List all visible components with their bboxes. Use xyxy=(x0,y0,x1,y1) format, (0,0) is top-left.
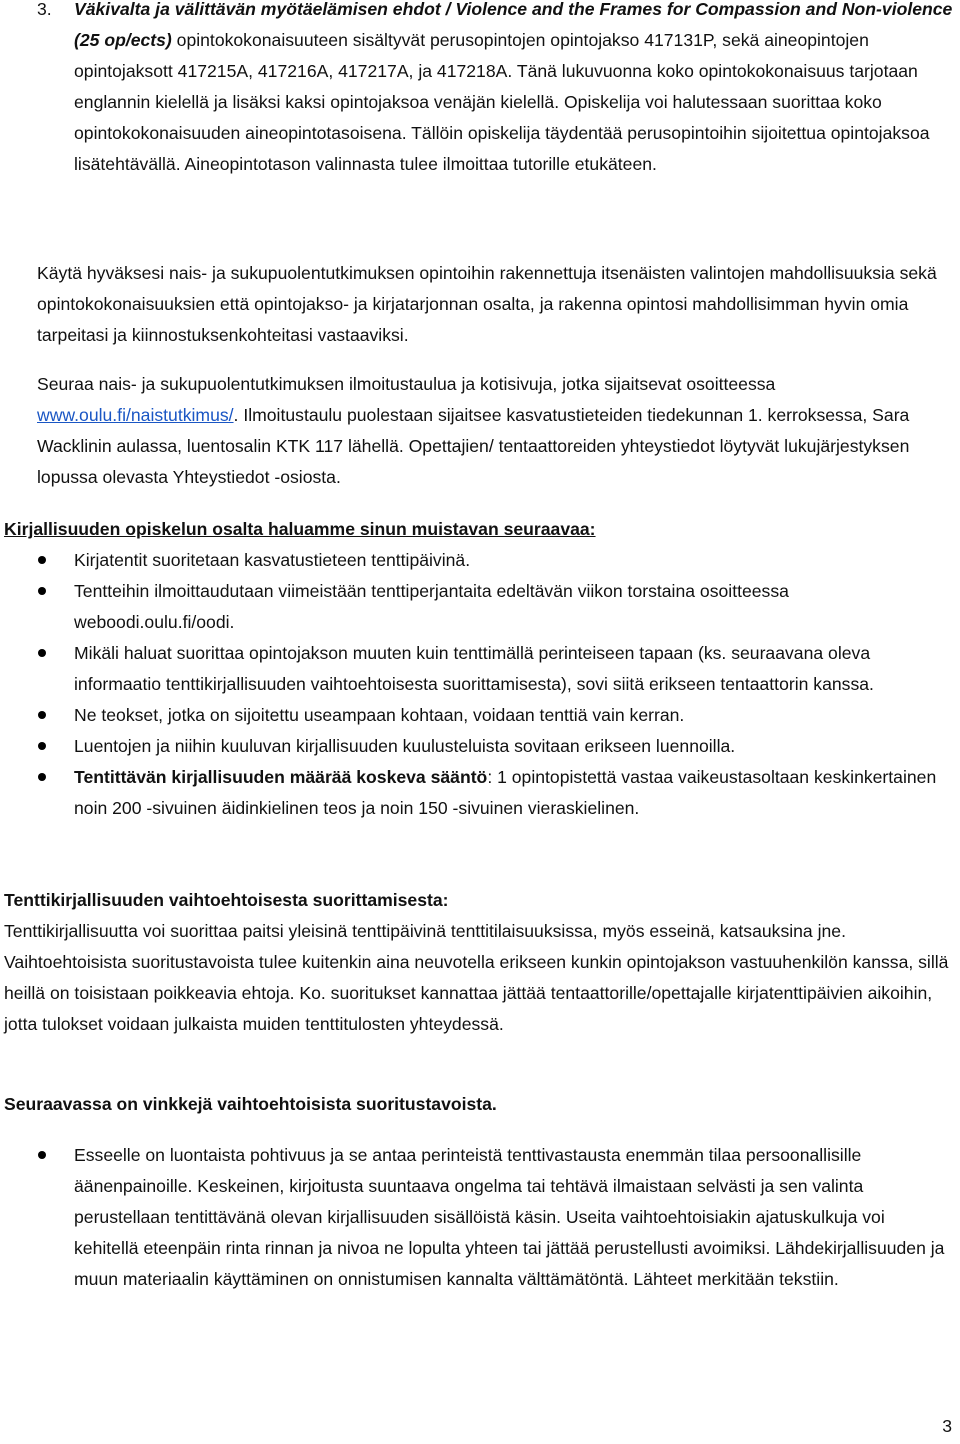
bullet-icon xyxy=(38,773,46,781)
tips-bullet-list xyxy=(0,1140,960,1295)
list-item-text xyxy=(74,762,954,824)
list-item-text: Tentteihin ilmoittaudutaan viimeistään tenttiperjantaita edeltävän viikon torstaina osoitteessa weboodi.oulu.fi/oodi. xyxy=(74,581,789,632)
list-item xyxy=(0,1140,954,1295)
item-number: 3. xyxy=(37,0,52,19)
rule-bold-text: Tentittävän kirjallisuuden määrää koskeva sääntö xyxy=(74,767,488,787)
list-item-rule xyxy=(0,762,954,824)
list-item-text: Luentojen ja niihin kuuluvan kirjallisuuden kuulusteluista sovitaan erikseen luennoilla. xyxy=(74,736,736,756)
list-item xyxy=(0,576,954,638)
tips-heading: Seuraavassa on vinkkejä vaihtoehtoisista suoritustavoista. xyxy=(4,1094,497,1114)
item-body-text: opintokokonaisuuteen sisältyvät perusopintojen opintojakso 417131P, sekä aineopintojen opintojaksott 417215A, 417216A, 417217A, ja 417218A. Tänä lukuvuonna koko opintokokonaisuus tarjotaan englannin kielellä ja lisäksi kaksi opintojaksoa venäjän kielellä. Opiskelija voi halutessaan suorittaa koko opintokokonaisuuden aineopintotasoisena. Tällöin opiskelija täydentää perusopintoihin sijoitettua opintojaksoa lisätehtävällä. Aineopintotason valinnasta tulee ilmoittaa tutorille etukäteen. xyxy=(74,30,930,174)
alternative-heading: Tenttikirjallisuuden vaihtoehtoisesta suorittamisesta: xyxy=(4,890,449,910)
page-number: 3 xyxy=(942,1416,952,1436)
literature-heading: Kirjallisuuden opiskelun osalta haluamme sinun muistavan seuraavaa: xyxy=(4,519,596,539)
list-item-text: Ne teokset, jotka on sijoitettu useampaan kohtaan, voidaan tenttiä vain kerran. xyxy=(74,705,685,725)
list-item xyxy=(0,545,954,576)
literature-bullet-list xyxy=(0,545,960,824)
naistutkimus-link[interactable]: www.oulu.fi/naistutkimus/ xyxy=(37,405,234,425)
list-item-text: Esseelle on luontaista pohtivuus ja se antaa perinteistä tenttivastausta enemmän tilaa persoonallisille äänenpainoille. Keskeinen, kirjoitusta suuntaava ongelma tai tehtävä ilmaistaan selvästi ja sen valinta perustellaan tentittävänä olevan kirjallisuuden sisällöistä käsin. Useita vaihtoehtoisiakin ajatuskulkuja voi kehitellä eteenpäin rinta rinnan ja nivoa ne lopulta yhteen tai jättää perustellusti avoimiksi. Lähdekirjallisuuden ja muun materiaalin käyttäminen on onnistumisen kannalta välttämätöntä. Lähteet merkitään tekstiin. xyxy=(74,1145,945,1289)
list-item xyxy=(0,638,954,700)
rule-text: : 1 opintopistettä vastaa vaikeustasoltaan keskinkertainen noin 200 -sivuinen äidinkielinen teos ja noin 150 -sivuinen vieraskielinen. xyxy=(74,767,937,818)
numbered-item-3 xyxy=(0,0,960,220)
follow-text-after: . Ilmoitustaulu puolestaan sijaitsee kasvatustieteiden tiedekunnan 1. kerroksessa, Sara Wacklinin aulassa, luentosalin KTK 117 lähellä. Opettajien/ tentaattoreiden yhteystiedot löytyvät lukujärjestyksen lopussa olevasta Yhteystiedot -osiosta. xyxy=(37,405,910,487)
list-item xyxy=(0,700,954,731)
follow-text-before: Seuraa nais- ja sukupuolentutkimuksen ilmoitustaulua ja kotisivuja, jotka sijaitsevat osoitteessa xyxy=(37,374,776,394)
course-title: Väkivalta ja välittävän myötäelämisen ehdot / Violence and the Frames for Compassion and Non-violence (25 op/ects) xyxy=(74,0,953,50)
item-paragraph xyxy=(74,0,954,180)
alternative-paragraph: Tenttikirjallisuutta voi suorittaa paitsi yleisinä tenttipäivinä tenttitilaisuuksissa, myös esseinä, katsauksina jne. Vaihtoehtoisista suoritustavoista tulee kuitenkin aina neuvotella erikseen kunkin opintojakson vastuuhenkilön kanssa, sillä heillä on toisistaan poikkeavia ehtoja. Ko. suoritukset kannattaa jättää tentaattorille/opettajalle kirjatenttipäivien aikoihin, jotta tulokset voidaan julkaista muiden tenttitulosten yhteydessä. xyxy=(4,921,949,1034)
list-item xyxy=(0,731,954,762)
paragraph-follow-notice-board xyxy=(37,369,937,493)
bullet-icon xyxy=(38,556,46,564)
bullet-icon xyxy=(38,711,46,719)
bullet-icon xyxy=(38,1151,46,1159)
list-item-text: Mikäli haluat suorittaa opintojakson muuten kuin tenttimällä perinteiseen tapaan (ks. seuraavana oleva informaatio tenttikirjallisuuden vaihtoehtoisesta suorittamisesta), sovi siitä erikseen tentaattorin kanssa. xyxy=(74,643,874,694)
bullet-icon xyxy=(38,587,46,595)
list-item-text: Kirjatentit suoritetaan kasvatustieteen tenttipäivinä. xyxy=(74,550,471,570)
paragraph-use-options: Käytä hyväksesi nais- ja sukupuolentutkimuksen opintoihin rakennettuja itsenäisten valintojen mahdollisuuksia sekä opintokokonaisuuksien että opintojakso- ja kirjatarjonnan osalta, ja rakenna opintosi mahdollisimman hyvin omia tarpeitasi ja kiinnostuksenkohteitasi vastaaviksi. xyxy=(37,263,937,345)
bullet-icon xyxy=(38,649,46,657)
bullet-icon xyxy=(38,742,46,750)
